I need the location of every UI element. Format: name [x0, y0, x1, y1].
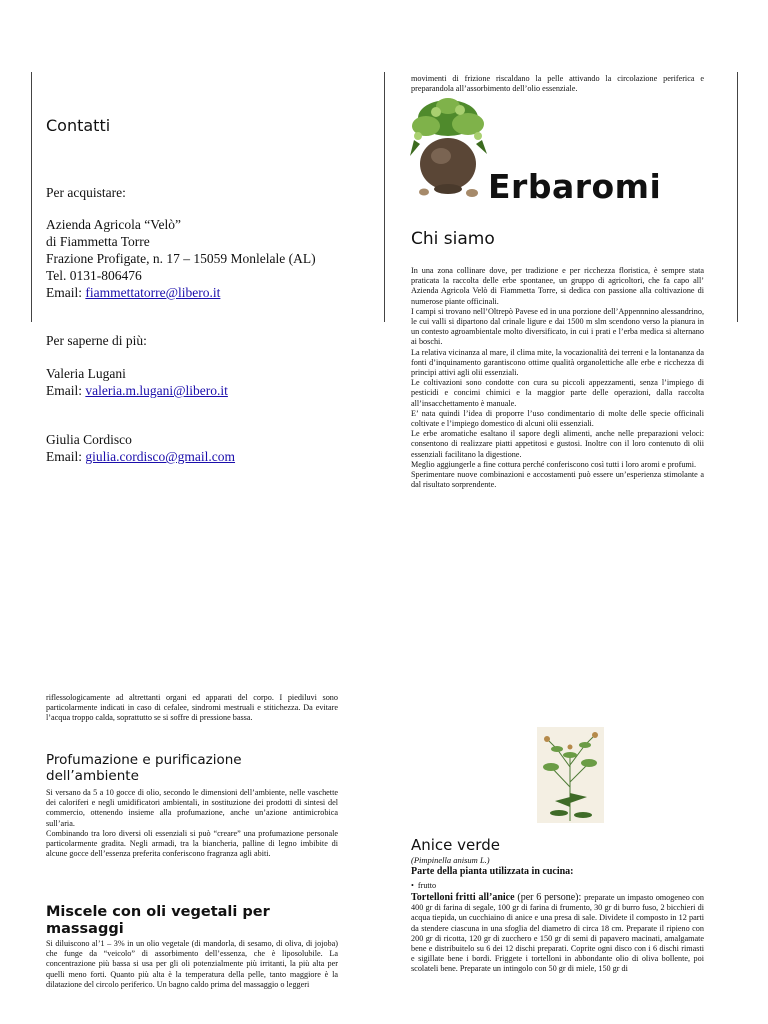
latin-name: (Pimpinella anisum L.) [411, 855, 490, 865]
about-text [411, 266, 704, 490]
company-email-row [46, 284, 316, 301]
section1-paragraph: Combinando tra loro diversi oli essenziali si può “creare” una profumazione personale particolarmente gradita. Negli armadi, tra la biancheria, palline di legno imbibite di alcune gocce dell’essenza preferita conferiscono fragranza agli abiti. [46, 828, 338, 859]
about-paragraph: La relativa vicinanza al mare, il clima mite, la vocazionalità dei terreni e la lontananza da fonti d’inquinamento garantiscono ottime qualità organolettiche alle erbe e ricchezza di principi attivi agli olii essenziali. [411, 347, 704, 378]
person1-block [46, 365, 228, 399]
contacts-title: Contatti [46, 116, 111, 135]
company-block [46, 216, 316, 301]
about-paragraph: I campi si trovano nell’Oltrepò Pavese ed in una porzione dell’Appennnino alessandrino, le cui valli si dipartono dal crinale ligure e dai 1500 m slm scendono verso la pianura in un contesto agroambientale molto diversificato, in cui i prati e l’erba medica si alternano ai boschi. [411, 306, 704, 347]
about-paragraph: E’ nata quindi l’idea di proporre l’uso condimentario di molte delle specie officinali coltivate e l’impiego domestico di alcuni olii essenziali. [411, 408, 704, 429]
email-label: Email: [46, 383, 86, 398]
person2-block [46, 431, 235, 465]
person2-email-link[interactable]: giulia.cordisco@gmail.com [85, 449, 236, 464]
company-email-link[interactable]: fiammettatorre@libero.it [85, 285, 221, 300]
section2-text: Si diluiscono al’1 – 3% in un olio vegetale (di mandorla, di sesamo, di oliva, di jojoba) che funge da “veicolo” di assorbimento dell’essenza, che è liposolubile. La concentrazione più bassa si usa per gli oli potenzialmente più irritanti, la più alta per quelli meno forti. Quanto più alta è la temperatura della pelle, tanto maggiore è la dilatazione del circolo periferico. Un bagno caldo prima del massaggio o leggeri [46, 939, 338, 989]
about-paragraph: Sperimentare nuove combinazioni e accostamenti può essere un’esperienza stimolante a dal risultato sorprendente. [411, 470, 704, 490]
herb-title: Anice verde [411, 836, 500, 854]
about-title: Chi siamo [411, 229, 495, 249]
person1-name: Valeria Lugani [46, 366, 126, 381]
company-line: Tel. 0131-806476 [46, 268, 142, 283]
section2-title: Miscele con oli vegetali per massaggi [46, 904, 270, 937]
more-info-label: Per saperne di più: [46, 333, 147, 348]
recipe-name: Tortelloni fritti all’anice [411, 892, 515, 903]
about-paragraph: In una zona collinare dove, per tradizione e per ricchezza floristica, è sempre stata praticata la raccolta delle erbe spontanee, un gruppo di agricoltori, che fa capo all’ Azienda Agricola Velò di Fiammetta Torre, si dedica con passione alla coltivazione di numerose piante officinali. [411, 266, 704, 306]
column-rule-middle [384, 72, 385, 322]
person2-name: Giulia Cordisco [46, 432, 132, 447]
about-paragraph: Le erbe aromatiche esaltano il sapore degli alimenti, anche nelle preparazioni veloci: consentono di realizzare piatti appetitosi e gustosi. Inoltre con il loro contenuto di olii essenziali facilitano la digestione. [411, 429, 704, 459]
anise-plant-illustration [537, 727, 604, 823]
about-paragraph: Meglio aggiungerle a fine cottura perché conferiscono così tutti i loro aromi e profumi. [411, 459, 697, 469]
part-item: • frutto [411, 881, 436, 891]
column-rule-right [737, 72, 738, 322]
person1-email-row [46, 382, 228, 399]
email-label: Email: [46, 285, 86, 300]
anise-plant-icon [537, 727, 604, 823]
intro-text-right: movimenti di frizione riscaldano la pelle attivando la circolazione periferica e preparandola all’assorbimento dell’olio essenziale. [411, 74, 704, 94]
company-line: Azienda Agricola “Velò” [46, 217, 181, 232]
email-label: Email: [46, 449, 86, 464]
company-line: Frazione Profigate, n. 17 – 15059 Monlelale (AL) [46, 251, 316, 266]
column-rule-left [31, 72, 32, 322]
herb-bowl-illustration [408, 96, 488, 202]
company-line: di Fiammetta Torre [46, 234, 150, 249]
section1-paragraph: Si versano da 5 a 10 gocce di olio, secondo le dimensioni dell’ambiente, nelle vaschette dei caloriferi e negli umidificatori ambientali, in sostituzione dei prodotti di sintesi del commercio, ottenendo insieme alla profumazione, anche un’azione antimicrobica sull’aria. [46, 788, 338, 828]
intro-text-left: riflessologicamente ad altrettanti organi ed apparati del corpo. I piediluvi sono particolarmente indicati in caso di cefalee, sindromi mestruali e stitichezza. Da evitare l’acqua troppo calda, soprattutto se si soffre di pressione bassa. [46, 693, 338, 723]
recipe-text [411, 893, 704, 975]
about-paragraph: Le coltivazioni sono condotte con cura su piccoli appezzamenti, senza l’impiego di pesticidi e concimi chimici e la maggior parte delle operazioni, dalla raccolta all’insacchettamento è manuale. [411, 378, 704, 408]
part-label: Parte della pianta utilizzata in cucina: [411, 866, 574, 877]
recipe-body: preparate un impasto omogeneo con 400 gr di farina di segale, 100 gr di farina di frumento, 30 gr di burro fuso, 2 bicchieri di acqua tiepida, un cucchiaino di anice e una presa di sale. Dividete il composto in 12 parti da stendere ciascuna in una sfoglia del diametro di circa 18 cm. Preparate il ripieno con 200 gr di ricotta, 120 gr di zucchero e 150 gr di semi di papavero macinati, amalgamate bene e distribuitelo su 6 dei 12 dischi preparati. Coprite ogni disco con i 6 dischi rimasti e sigillate bene i bordi. Friggete i tortelloni in abbondante olio di oliva bollente, poi scolateli bene. Preparate un intingolo con 50 gr di miele, 150 gr di [411, 893, 704, 974]
person1-email-link[interactable]: valeria.m.lugani@libero.it [85, 383, 228, 398]
herb-bowl-icon [408, 96, 488, 202]
person2-email-row [46, 448, 235, 465]
section1-text [46, 788, 338, 859]
recipe-serving: (per 6 persone): [514, 892, 585, 903]
buy-label: Per acquistare: [46, 185, 126, 200]
brand-title: Erbaromi [488, 167, 662, 206]
section1-title: Profumazione e purificazione dell’ambiente [46, 752, 242, 784]
